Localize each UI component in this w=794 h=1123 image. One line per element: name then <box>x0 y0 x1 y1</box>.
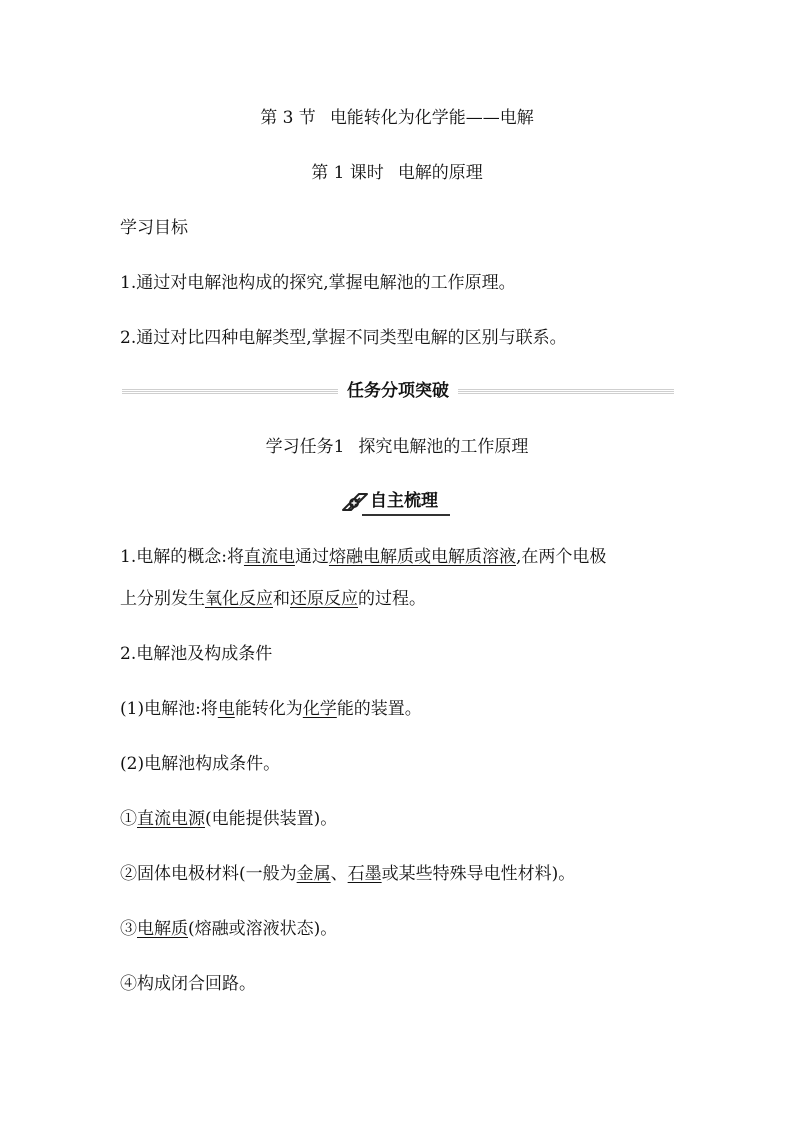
subheading-2: 2.电解池及构成条件 <box>120 644 273 664</box>
pencil-icon <box>340 488 370 516</box>
conditions-heading: (2)电解池构成条件。 <box>120 754 281 774</box>
text: 或某些特殊导电性材料)。 <box>381 864 576 884</box>
text: 能的装置。 <box>336 699 422 719</box>
task-name: 探究电解池的工作原理 <box>358 437 529 457</box>
condition-3 <box>120 917 337 941</box>
answer-blank: 电 <box>217 699 235 719</box>
lesson-name: 电解的原理 <box>397 163 483 183</box>
answer-blank: 还原反应 <box>290 589 358 609</box>
section-title <box>0 106 794 130</box>
text: 能转化为 <box>234 699 303 719</box>
section-banner <box>122 378 674 404</box>
answer-blank: 直流电源 <box>137 809 205 829</box>
text: 和 <box>273 589 290 609</box>
text: ① <box>120 809 137 829</box>
condition-4: ④构成闭合回路。 <box>120 974 256 994</box>
text: 1.电解的概念:将 <box>120 547 244 567</box>
badge-label: 自主梳理 <box>370 491 438 511</box>
text: (电能提供装置)。 <box>205 809 338 829</box>
lesson-title <box>0 161 794 185</box>
answer-blank: 金属 <box>296 864 331 884</box>
answer-blank: 化学 <box>302 699 337 719</box>
self-study-badge <box>340 487 452 517</box>
concept-paragraph-line-2 <box>120 587 426 611</box>
text: (熔融或溶液状态)。 <box>188 919 338 939</box>
text: 的过程。 <box>358 589 426 609</box>
answer-blank: 氧化反应 <box>205 589 273 609</box>
task-title <box>0 435 794 459</box>
text: 、 <box>330 864 348 884</box>
section-name: 电能转化为化学能——电解 <box>329 108 534 128</box>
text: ③ <box>120 919 137 939</box>
answer-blank: 熔融电解质或电解质溶液 <box>328 547 516 567</box>
answer-blank: 直流电 <box>243 547 295 567</box>
badge-underline <box>362 514 450 516</box>
banner-label: 任务分项突破 <box>347 381 449 401</box>
text: 通过 <box>294 547 329 567</box>
answer-blank: 电解质 <box>137 919 188 939</box>
condition-2 <box>120 862 575 886</box>
text: (1)电解池:将 <box>120 699 218 719</box>
objective-item-1: 1.通过对电解池构成的探究,掌握电解池的工作原理。 <box>120 273 516 293</box>
condition-1 <box>120 807 337 831</box>
concept-paragraph-line-1 <box>120 545 606 569</box>
objective-item-2: 2.通过对比四种电解类型,掌握不同类型电解的区别与联系。 <box>120 328 567 348</box>
text: 上分别发生 <box>120 589 205 609</box>
text: ②固体电极材料(一般为 <box>120 864 297 884</box>
answer-blank: 石墨 <box>347 864 382 884</box>
task-number: 学习任务1 <box>265 437 345 457</box>
electrolytic-cell-definition <box>120 697 422 721</box>
objectives-heading: 学习目标 <box>120 218 188 238</box>
text: ,在两个电极 <box>515 547 607 567</box>
section-number: 第 3 节 <box>260 108 316 128</box>
lesson-number: 第 1 课时 <box>311 163 384 183</box>
